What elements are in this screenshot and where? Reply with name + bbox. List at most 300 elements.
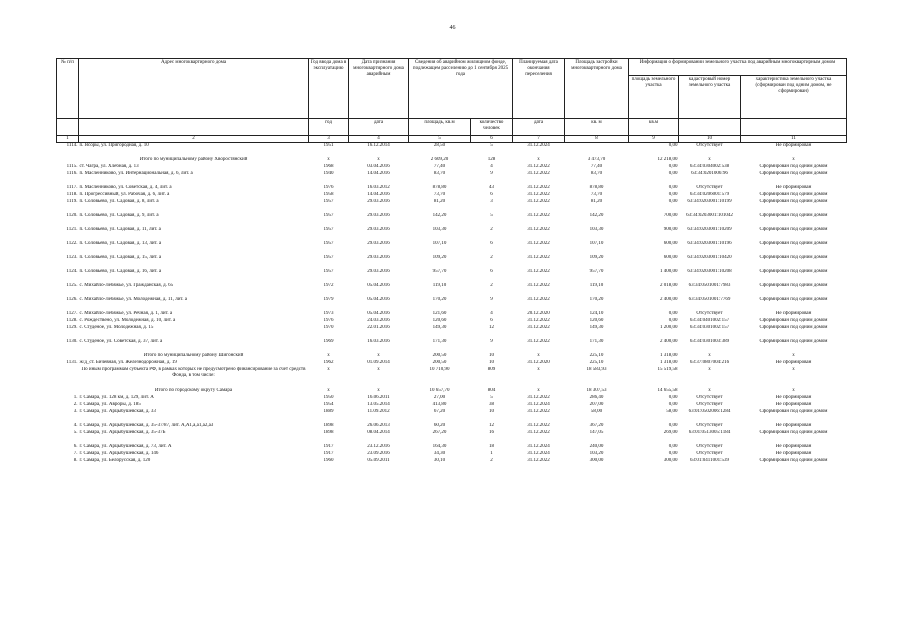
table-cell: 1973 [323,311,334,316]
table-cell: 16.03.2012 [367,185,390,190]
table-cell: 63:01:0502006:1284 [688,409,731,414]
table-cell: 7. [73,451,78,456]
table-cell: 1954 [323,402,334,407]
table-row [57,444,847,451]
table-cell: 63:34:0203001:10209 [687,227,732,232]
table-summary-row [57,353,847,360]
table-cell: 0,00 [668,395,678,400]
table-cell [349,381,409,388]
table-row [57,185,847,192]
table-cell: 81,20 [590,199,603,204]
table-cell: с. Михайло-Лебяжье, ул. Молодежная, д. 11, лит. а [79,297,187,302]
table-cell: 121,60 [432,311,447,316]
table-cell: 6. [73,444,78,449]
table-cell: 12 218,00 [657,157,678,162]
table-cell: г. Самара, ул. Белорусская, д. 120 [79,458,151,463]
table-cell: 31.12.2022 [527,241,550,246]
table-cell: 3 [490,199,493,204]
header-col-land-area: площадь земельного участка [629,76,679,119]
table-cell: 900,00 [663,227,678,232]
table-cell: 34,30 [433,451,446,456]
table-cell: 2 [490,255,493,260]
table-cell: х [377,367,380,372]
table-cell: 63:37:0807004:216 [689,360,730,365]
table-cell: 1 200,00 [660,325,678,330]
table-cell: 10 657,70 [429,388,450,393]
table-cell: Сформирован под одним домом [759,171,828,176]
table-cell: 4. [73,423,78,428]
table-cell: 1970 [323,325,334,330]
housing-table-sheet [56,58,846,465]
table-cell: 1958 [323,192,334,197]
table-cell: 600,00 [663,255,678,260]
header-unit-cell [679,119,741,136]
table-cell: 1126. [66,297,78,302]
table-cell: 9 [490,339,493,344]
table-cell: 170,20 [589,297,604,302]
page-number: 46 [449,25,456,31]
table-cell [57,416,79,423]
header-unit-cell: количество человек [471,119,513,136]
table-summary-row [57,388,847,395]
table-cell: п. Прогрессивный, ул. Рабочая, д. 6, лит. а [79,192,170,197]
table-cell: 1976 [323,185,334,190]
table-cell [349,150,409,157]
table-cell: Не сформирован [775,311,812,316]
header-unit-cell [741,119,847,136]
table-cell [565,150,629,157]
table-cell: х [377,157,380,162]
table-cell: 1131. [66,360,78,365]
table-cell: Не сформирован [775,451,812,456]
table-cell [679,416,741,423]
table-cell: Сформирован под одним домом [759,164,828,169]
table-cell: 31.12.2022 [527,171,550,176]
table-cell: 700,00 [663,213,678,218]
table-cell: Сформирован под одним домом [759,241,828,246]
table-cell: 1898 [323,423,334,428]
table-cell: 31.12.2022 [527,255,550,260]
table-cell: 13.05.2014 [367,402,390,407]
table-row [57,381,847,388]
table-cell: 05.04.2016 [367,311,390,316]
table-cell: 08.04.2014 [367,430,390,435]
table-cell: с. Михайло-Лебяжье, ул. Речная, д. 1, лит. а [79,311,173,316]
table-cell: 1115. [66,164,78,169]
table-cell: 43 [489,185,494,190]
table-cell: 1917 [323,451,334,456]
table-cell: Не сформирован [775,143,812,148]
table-cell: 16.12.2014 [367,143,390,148]
header-col-housing-fund: Сведения об аварийном жилищном фонде, подлежащем расселению до 1 сентября 2025 года [409,59,513,119]
table-row [57,339,847,353]
table-cell: 1951 [323,143,334,148]
table-cell: 0,00 [668,402,678,407]
table-cell: Отсутствует [696,423,723,428]
table-cell: х [792,367,795,372]
table-cell: 1969 [323,339,334,344]
table-cell: 5 [490,395,493,400]
table-cell: 31.12.2020 [527,360,550,365]
table-cell: 1118. [66,192,78,197]
table-cell: 286,40 [589,395,604,400]
table-cell: 03.04.2016 [367,164,390,169]
table-cell: 73,70 [590,192,603,197]
table-cell: 109,20 [589,255,604,260]
table-cell: 10 710,90 [429,367,450,372]
table-cell: 63:01:0411001:539 [690,458,729,463]
table-cell: 0,00 [668,451,678,456]
table-cell: 809 [487,367,496,372]
table-cell: 142,20 [589,213,604,218]
header-unit-cell [79,119,309,136]
table-cell: 31.12.2022 [527,423,550,428]
table-cell: 300,00 [589,458,604,463]
header-index-cell: 6 [471,136,513,143]
table-cell: 171,30 [432,339,447,344]
table-cell: 164,30 [432,444,447,449]
table-cell: 31.12.2024 [527,143,550,148]
table-cell: 269,00 [663,430,678,435]
header-unit-cell: дата [513,119,565,136]
table-cell: 58,00 [666,409,678,414]
table-cell [409,150,471,157]
header-units-row [57,119,847,136]
table-cell: 9 [490,297,493,302]
header-index-row [57,136,847,143]
table-cell [79,150,309,157]
table-cell: с. Михайло-Лебяжье, ул. Гражданская, д. 65 [79,283,174,288]
header-col-year: Год ввода дома в эксплуатацию [309,59,349,119]
table-cell [309,416,349,423]
table-cell: с. Студеное, ул. Советская, д. 37, лит. а [79,339,163,344]
table-cell: Итого по муниципальному району Шигонский [143,353,244,358]
table-cell [57,381,79,388]
table-cell [629,416,679,423]
table-row [57,409,847,416]
header-col-number: № п/п [57,59,79,119]
table-cell: Отсутствует [696,395,723,400]
table-cell: 1127. [66,311,78,316]
header-unit-cell: кв.м [629,119,679,136]
table-cell: 29.03.2016 [367,213,390,218]
table-cell: г. Самара, ул. Арцыбушевская, д. 146 [79,451,159,456]
table-cell: г. Самара, ул. Арцыбушевская, д. 35-37Б [79,430,166,435]
table-cell: 16.06.2011 [367,395,390,400]
table-cell: 18 [489,444,494,449]
table-cell: Сформирован под одним домом [759,227,828,232]
table-cell [309,381,349,388]
table-cell: п. Ясоры, ул. Пригородная, д. 10 [79,143,149,148]
table-cell: Сформирован под одним домом [759,199,828,204]
table-cell: 31.12.2024 [527,402,550,407]
table-cell: 5. [73,430,78,435]
table-cell: 200,50 [432,360,447,365]
table-cell: 1968 [323,164,334,169]
table-cell: 207,00 [589,402,604,407]
table-cell: 63:34:0203001:10208 [687,269,732,274]
header-index-cell: 9 [629,136,679,143]
table-cell: ж/д_ст. Бичевная, ул. Железнодорожная, д. 19 [79,360,177,365]
table-cell: Сформирован под одним домом [759,255,828,260]
table-cell: Сформирован под одним домом [759,339,828,344]
table-cell: 6 [490,269,493,274]
table-cell: Отсутствует [696,143,723,148]
table-cell: 30,10 [433,458,446,463]
table-cell [409,416,471,423]
table-cell: 107,10 [432,241,447,246]
table-cell: 31.12.2022 [527,185,550,190]
table-cell: 01.09.2014 [367,360,390,365]
table-cell: Итого по муниципальному району Хворостянский [139,157,248,162]
table-cell: х [537,353,540,358]
table-row [57,192,847,199]
table-cell [471,381,513,388]
table-cell [309,437,349,444]
table-row [57,241,847,255]
table-cell: 878,80 [589,185,604,190]
table-cell: 1123. [66,255,78,260]
table-cell: 6 [490,241,493,246]
table-cell: 29.03.2016 [367,269,390,274]
table-cell: Итого по городскому округу Самара [154,388,233,393]
table-summary-row [57,157,847,164]
table-cell: г. Самара, ул. 128 км, д. 129, лит. А [79,395,154,400]
table-cell: 1898 [323,430,334,435]
table-cell: 2. [73,402,78,407]
table-cell: 0,00 [668,199,678,204]
emergency-housing-table [56,58,847,465]
table-cell: 3 473,70 [587,157,606,162]
table-row [57,423,847,430]
table-cell: 267,20 [432,430,447,435]
table-cell: х [537,157,540,162]
table-cell: По иным программам субъекта РФ, в рамках которых не предусмотрено финансирование за счет средств Фонда, в том числе: [81,367,306,378]
header-unit-cell: площадь, кв.м [409,119,471,136]
table-cell [349,416,409,423]
table-cell: 67,20 [433,409,446,414]
table-cell: 1119. [66,199,78,204]
table-cell: 31.12.2022 [527,395,550,400]
table-cell: 60,20 [433,423,446,428]
table-cell: 05.09.2011 [367,458,390,463]
table-cell: 1957 [323,199,334,204]
table-cell: 957,70 [432,269,447,274]
table-cell: Сформирован под одним домом [759,192,828,197]
table-cell: 8. [73,458,78,463]
table-cell: 0,00 [668,192,678,197]
table-cell: 14.04.2016 [367,192,390,197]
table-row [57,297,847,311]
table-cell [565,437,629,444]
header-unit-cell: год [309,119,349,136]
header-col-land-info: Информация о формировании земельного участка под аварийным многоквартирным домом [629,59,847,76]
table-cell: 24.03.2016 [367,318,390,323]
table-row [57,283,847,297]
table-summary-row [57,367,847,381]
table-cell: х [792,353,795,358]
table-cell: Сформирован под одним домом [759,318,828,323]
table-cell: 1116. [66,171,78,176]
table-cell [349,437,409,444]
table-cell: 1120. [66,213,78,218]
table-cell: Сформирован под одним домом [759,297,828,302]
table-cell [679,150,741,157]
table-cell: 63:34:0501001:7769 [688,297,731,302]
table-cell: п. Соловьево, ул. Садовая, д. 16, лит. а [79,269,162,274]
table-cell: 1. [73,395,78,400]
table-cell: 31.12.2022 [527,297,550,302]
table-cell: 63:34:0206001:579 [689,192,730,197]
table-cell: с. Рождествено, ул. Молодежная, д. 10, лит. а [79,318,176,323]
header-col-building-area: Площадь застройки многоквартирного дома [565,59,629,119]
table-row [57,451,847,458]
table-cell: 9 [490,171,493,176]
table-cell: п. Соловьево, ул. Садовая, д. 13, лит. а [79,241,162,246]
table-cell: 119,10 [589,283,604,288]
table-cell: 83,70 [590,171,603,176]
table-cell: Сформирован под одним домом [759,430,828,435]
table-cell: 1957 [323,255,334,260]
table-cell: 124,10 [589,311,604,316]
table-cell [565,381,629,388]
table-cell: 63:34:0203001:10196 [687,241,732,246]
table-row [57,458,847,465]
table-cell: 31.12.2022 [527,409,550,414]
table-row [57,213,847,227]
table-cell [513,381,565,388]
table-cell: 4 [490,311,493,316]
table-cell: 225,10 [589,360,604,365]
table-cell: 957,70 [589,269,604,274]
table-cell: п. Соловьево, ул. Садовая, д. 11, лит. а [79,227,161,232]
table-body [57,143,847,466]
table-cell: 29.03.2016 [367,255,390,260]
table-row [57,171,847,185]
table-cell [471,416,513,423]
table-cell: Сформирован под одним домом [759,269,828,274]
table-cell: 1972 [323,283,334,288]
table-cell: 149,30 [589,325,604,330]
table-cell: 1960 [323,458,334,463]
header-col-land-characteristic: характеристика земельного участка (сформирован под одним домом, не сформирован) [741,76,847,119]
table-cell: 2 400,00 [660,297,678,302]
table-cell: 31.12.2022 [527,339,550,344]
table-cell [629,381,679,388]
table-cell: х [377,388,380,393]
table-cell: 2 609,20 [430,157,449,162]
table-cell [513,150,565,157]
table-cell: 10 [489,353,494,358]
table-cell: 0,00 [668,311,678,316]
table-cell: 63:34:0401002:157 [689,318,730,323]
table-cell: 1128. [66,318,78,323]
table-cell: 5 [490,213,493,218]
table-cell: 23.12.2016 [367,444,390,449]
header-index-cell: 8 [565,136,629,143]
table-row [57,164,847,171]
table-cell: ст. Чагра, ул. Хлебная, д. 13 [79,164,139,169]
table-cell: 170,20 [432,297,447,302]
table-cell: 149,30 [432,325,447,330]
table-cell: п. Соловьево, ул. Садовая, д. 15, лит. а [79,255,162,260]
table-cell: 1979 [323,297,334,302]
table-cell: 0,00 [668,423,678,428]
table-cell: Сформирован под одним домом [759,409,828,414]
table-cell: Не сформирован [775,444,812,449]
table-cell: 804 [487,388,496,393]
table-cell [57,367,79,381]
table-cell: 63:34:0301002:157 [689,325,730,330]
header-index-cell: 10 [679,136,741,143]
header-index-cell: 4 [349,136,409,143]
table-cell: 4 [490,164,493,169]
table-cell [471,437,513,444]
table-cell: 11.09.2012 [367,409,390,414]
table-cell: 63:34:0304002:538 [689,164,730,169]
table-cell: 63:34:0203001:10199 [687,199,732,204]
header-unit-cell [57,119,79,136]
table-cell [409,381,471,388]
table-cell: п. Соловьево, ул. Садовая, д. 8, лит. а [79,199,159,204]
table-cell: 1117. [66,185,78,190]
table-cell: 0,00 [668,171,678,176]
table-cell: 1917 [323,444,334,449]
table-cell: 6 [490,192,493,197]
table-cell [565,143,629,151]
table-cell: 240,00 [589,444,604,449]
table-cell: 2 [490,458,493,463]
table-cell: 58,00 [590,409,603,414]
table-cell: 63:01:0513005:1184 [688,430,731,435]
table-cell: Отсутствует [696,185,723,190]
table-cell: 1 [490,451,493,456]
table-cell: 1 400,00 [660,269,678,274]
table-cell: 1 318,00 [660,353,678,358]
table-cell: 12 [489,325,494,330]
table-cell: 22.01.2016 [367,325,390,330]
table-cell: 77,40 [433,164,446,169]
table-cell: 1 318,00 [660,360,678,365]
table-cell: 107,10 [589,241,604,246]
table-cell: 31.12.2022 [527,318,550,323]
table-cell [57,437,79,444]
header-index-cell: 11 [741,136,847,143]
table-cell: 1129. [66,325,78,330]
table-cell: 600,00 [663,241,678,246]
table-cell: п. Соловьево, ул. Садовая, д. 9, лит. а [79,213,159,218]
table-cell: Не сформирован [775,402,812,407]
table-cell: Сформирован под одним домом [759,283,828,288]
table-cell: х [327,157,330,162]
table-cell [679,437,741,444]
header-col-planned-date: Планируемая дата окончания переселения [513,59,565,119]
table-cell: х [537,367,540,372]
table-cell: 1957 [323,227,334,232]
table-cell [679,381,741,388]
table-cell: 1124. [66,269,78,274]
table-cell: 31.12.2022 [527,213,550,218]
header-index-cell: 2 [79,136,309,143]
table-cell: 300,00 [663,458,678,463]
table-cell: Не сформирован [775,185,812,190]
table-cell: 31.12.2022 [527,430,550,435]
table-row [57,360,847,367]
table-cell [79,416,309,423]
table-cell: Не сформирован [775,395,812,400]
table-row [57,311,847,318]
header-index-cell: 3 [309,136,349,143]
